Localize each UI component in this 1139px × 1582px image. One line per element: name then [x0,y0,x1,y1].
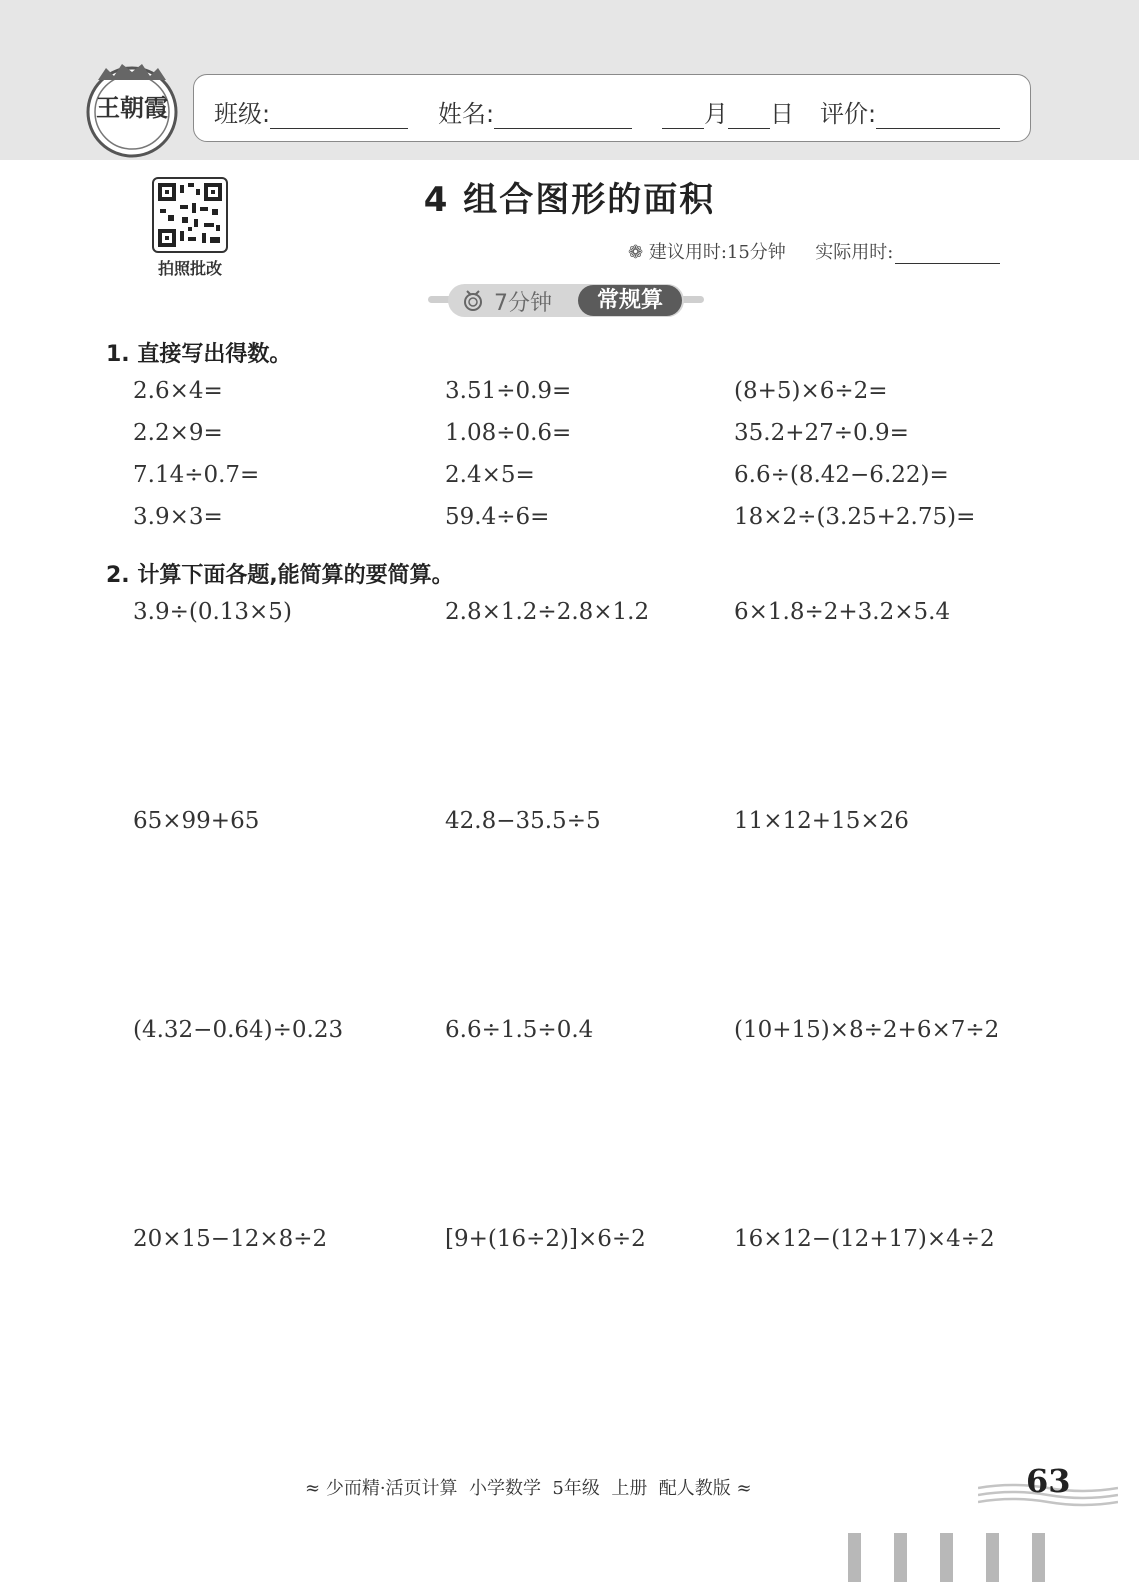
footer-text: 少而精·活页计算 小学数学 5年级 上册 配人教版 [325,1478,731,1499]
edge-bar [986,1533,999,1582]
rating-blank[interactable] [876,104,1000,129]
calc-2-2: 42.8−35.5÷5 [445,808,601,834]
calc-3-2: 6.6÷1.5÷0.4 [445,1017,594,1043]
name-label: 姓名: [438,100,495,128]
expr-1-1: 2.6×4= [133,378,223,404]
wave-right-icon: ≈ [736,1478,752,1499]
date-field[interactable] [662,94,794,129]
expr-1-2: 3.51÷0.9= [445,378,572,404]
section1-title: 1. 直接写出得数。 [106,342,292,367]
expr-2-2: 1.08÷0.6= [445,420,572,446]
timing-line [628,238,1000,264]
month-label: 月 [704,100,728,128]
expr-2-3: 35.2+27÷0.9= [734,420,909,446]
suggested-time: 建议用时:15分钟 [648,242,786,263]
page-title: 4 组合图形的面积 [423,180,716,220]
expr-3-1: 7.14÷0.7= [133,462,260,488]
expr-4-1: 3.9×3= [133,504,223,530]
medal-icon [462,289,484,313]
edge-bar [848,1533,861,1582]
month-blank[interactable] [662,104,704,129]
expr-3-3: 6.6÷(8.42−6.22)= [734,462,949,488]
calc-3-3: (10+15)×8÷2+6×7÷2 [734,1017,1000,1043]
edge-bar [940,1533,953,1582]
student-info-box [193,74,1031,142]
calc-3-1: (4.32−0.64)÷0.23 [133,1017,344,1043]
edge-bar [1032,1533,1045,1582]
calc-1-2: 2.8×1.2÷2.8×1.2 [445,599,650,625]
calc-2-1: 65×99+65 [133,808,260,834]
expr-2-1: 2.2×9= [133,420,223,446]
class-label: 班级: [214,100,271,128]
flower-icon: ❁ [628,242,644,263]
calc-4-2: [9+(16÷2)]×6÷2 [445,1226,646,1252]
rating-field[interactable] [820,94,1000,129]
calc-4-1: 20×15−12×8÷2 [133,1226,328,1252]
day-label: 日 [770,100,794,128]
edge-bar [894,1533,907,1582]
calc-4-3: 16×12−(12+17)×4÷2 [734,1226,995,1252]
class-field[interactable] [214,94,408,129]
actual-time-label: 实际用时: [815,242,894,263]
section2-title: 2. 计算下面各题,能简算的要简算。 [106,563,454,588]
footer-line [305,1474,752,1500]
expr-1-3: (8+5)×6÷2= [734,378,888,404]
expr-4-3: 18×2÷(3.25+2.75)= [734,504,976,530]
wave-left-icon: ≈ [305,1478,321,1499]
day-blank[interactable] [728,104,770,129]
qr-label: 拍照批改 [157,259,222,278]
badge-type: 常规算 [578,285,682,316]
expr-3-2: 2.4×5= [445,462,535,488]
brand-logo-text: 王朝霞 [96,93,168,122]
expr-4-2: 59.4÷6= [445,504,550,530]
rating-label: 评价: [820,100,877,128]
class-blank[interactable] [270,104,408,129]
actual-time-blank[interactable] [895,245,1000,264]
calc-1-3: 6×1.8÷2+3.2×5.4 [734,599,951,625]
page-number: 63 [1026,1462,1071,1500]
badge-duration: 7分钟 [494,291,552,316]
calc-1-1: 3.9÷(0.13×5) [133,599,292,625]
name-blank[interactable] [494,104,632,129]
calc-2-3: 11×12+15×26 [734,808,909,834]
name-field[interactable] [438,94,632,129]
